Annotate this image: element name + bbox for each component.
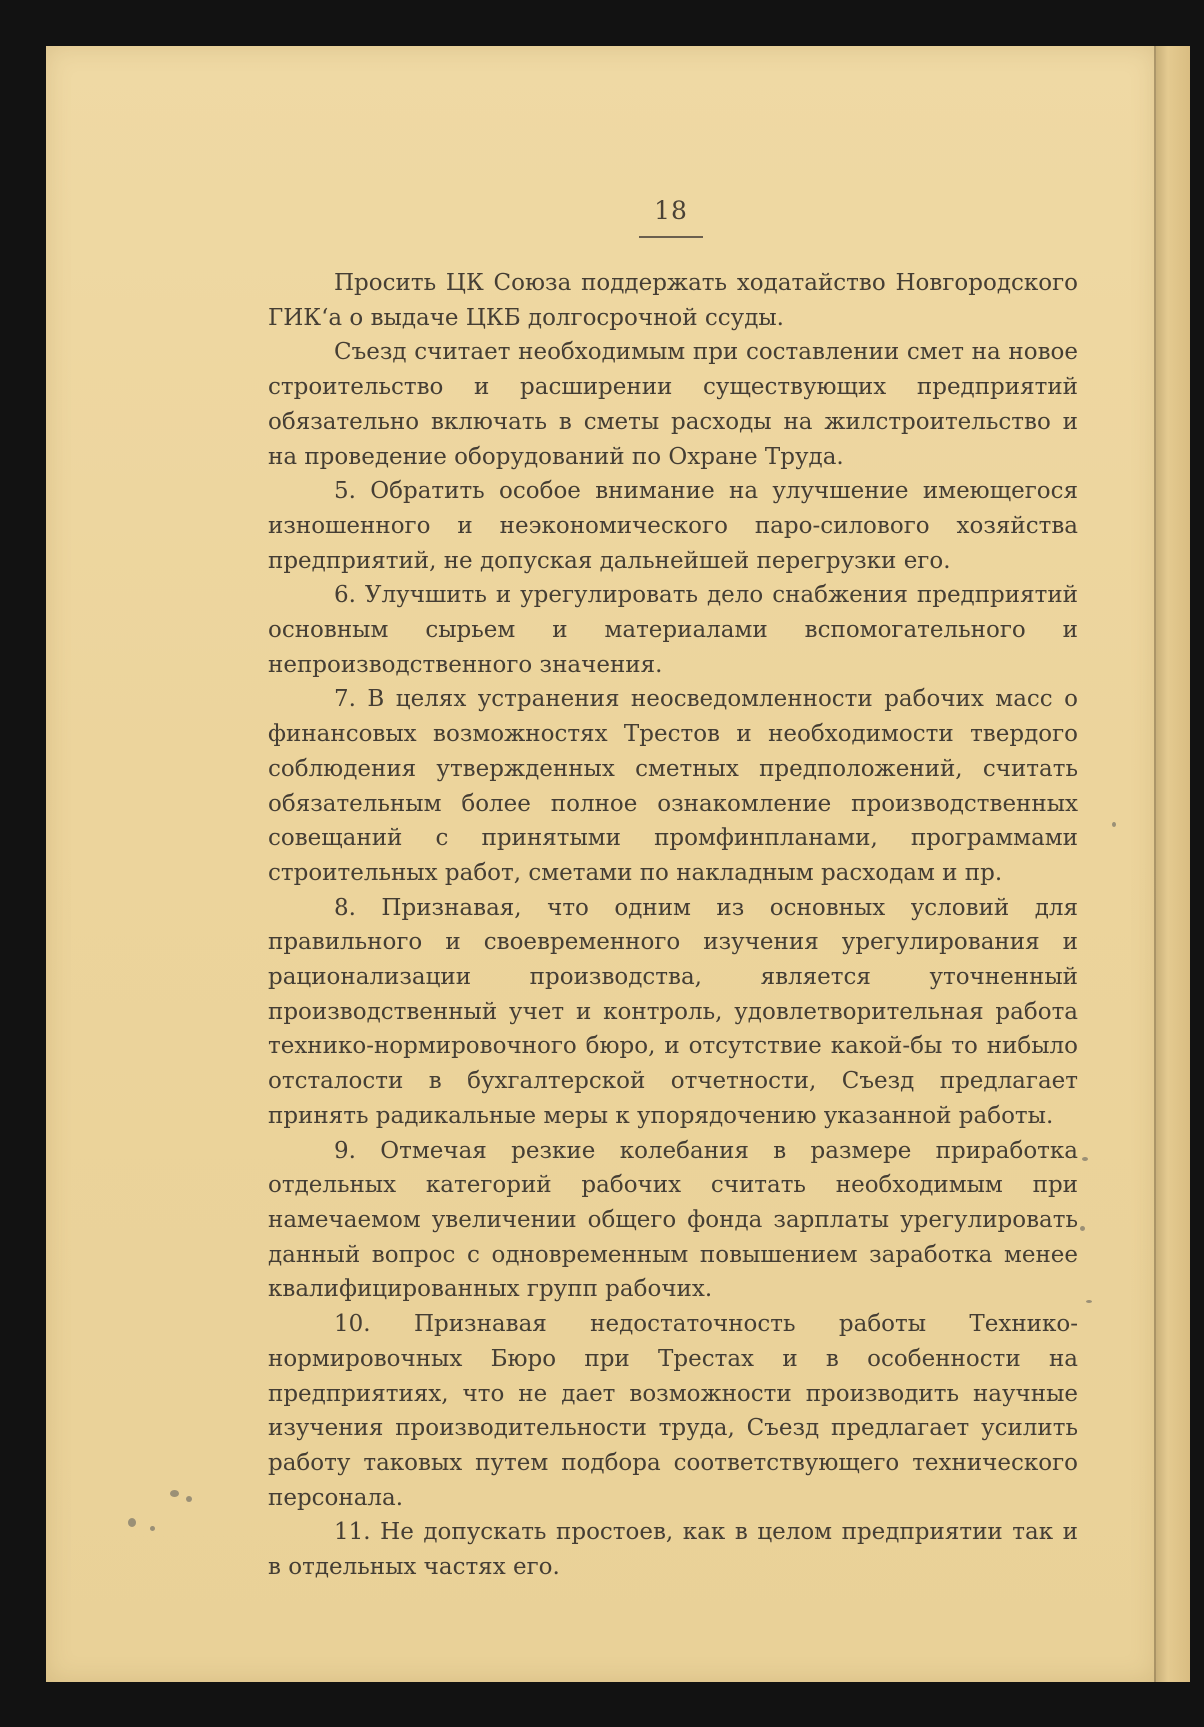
paragraph-item-7: 7. В целях устранения неосведомленности рабочих масс о финансовых возможностях Трестов и необходимости твердого соблюдения утвержденных сметных предположений, считать обязательным более полное ознакомление производственных совещаний с принятыми промфинпланами, программами строительных работ, сметами по накладным расходам и пр. [268, 686, 1078, 886]
ink-speck [1080, 1226, 1085, 1231]
ink-speck [1086, 1300, 1092, 1303]
ink-speck [170, 1490, 179, 1497]
paragraph-construction-estimates: Съезд считает необходимым при составлении смет на новое строительство и расширении существующих предприятий обязательно включать в сметы расходы на жилстроительство и на проведение оборудований по Охране Труда. [268, 339, 1078, 470]
paragraph-item-5: 5. Обратить особое внимание на улучшение имеющегося изношенного и неэкономического паро-силового хозяйства предприятий, не допуская дальнейшей перегрузки его. [268, 478, 1078, 574]
next-page-edge [1156, 46, 1190, 1682]
page-body [268, 266, 1078, 1585]
ink-speck [150, 1526, 155, 1531]
paragraph-item-10: 10. Признавая недостаточность работы Технико-нормировочных Бюро при Трестах и в особенности на предприятиях, что не дает возможности производить научные изучения производительности труда, Съезд предлагает усилить работу таковых путем подбора соответствующего технического персонала. [268, 1311, 1078, 1511]
ink-speck [1112, 822, 1116, 827]
page-number: 18 [654, 196, 688, 225]
ink-speck [1082, 1157, 1088, 1161]
page-number-underline [639, 236, 703, 238]
paragraph-item-9: 9. Отмечая резкие колебания в размере приработка отдельных категорий рабочих считать необходимым при намечаемом увеличении общего фонда зарплаты урегулировать данный вопрос с одновременным повышением заработка менее квалифицированных групп рабочих. [268, 1137, 1078, 1303]
paragraph-item-8: 8. Признавая, что одним из основных условий для правильного и своевременного изучения урегулирования и рационализации производства, является уточненный производственный учет и контроль, удовлетворительная работа технико-нормировочного бюро, и отсутствие какой-бы то нибыло отсталости в бухгалтерской отчетности, Съезд предлагает принять радикальные меры к упорядочению указанной работы. [268, 894, 1078, 1129]
ink-speck [128, 1518, 136, 1527]
paragraph-request-ck: Просить ЦК Союза поддержать ходатайство Новгородского ГИК‘а о выдаче ЦКБ долгосрочной ссуды. [268, 270, 1078, 331]
paragraph-item-11: 11. Не допускать простоев, как в целом предприятии так и в отдельных частях его. [268, 1519, 1078, 1581]
book-page [46, 46, 1156, 1682]
paragraph-item-6: 6. Улучшить и урегулировать дело снабжения предприятий основным сырьем и материалами вспомогательного и непроизводственного значения. [268, 582, 1078, 678]
ink-speck [186, 1496, 192, 1502]
